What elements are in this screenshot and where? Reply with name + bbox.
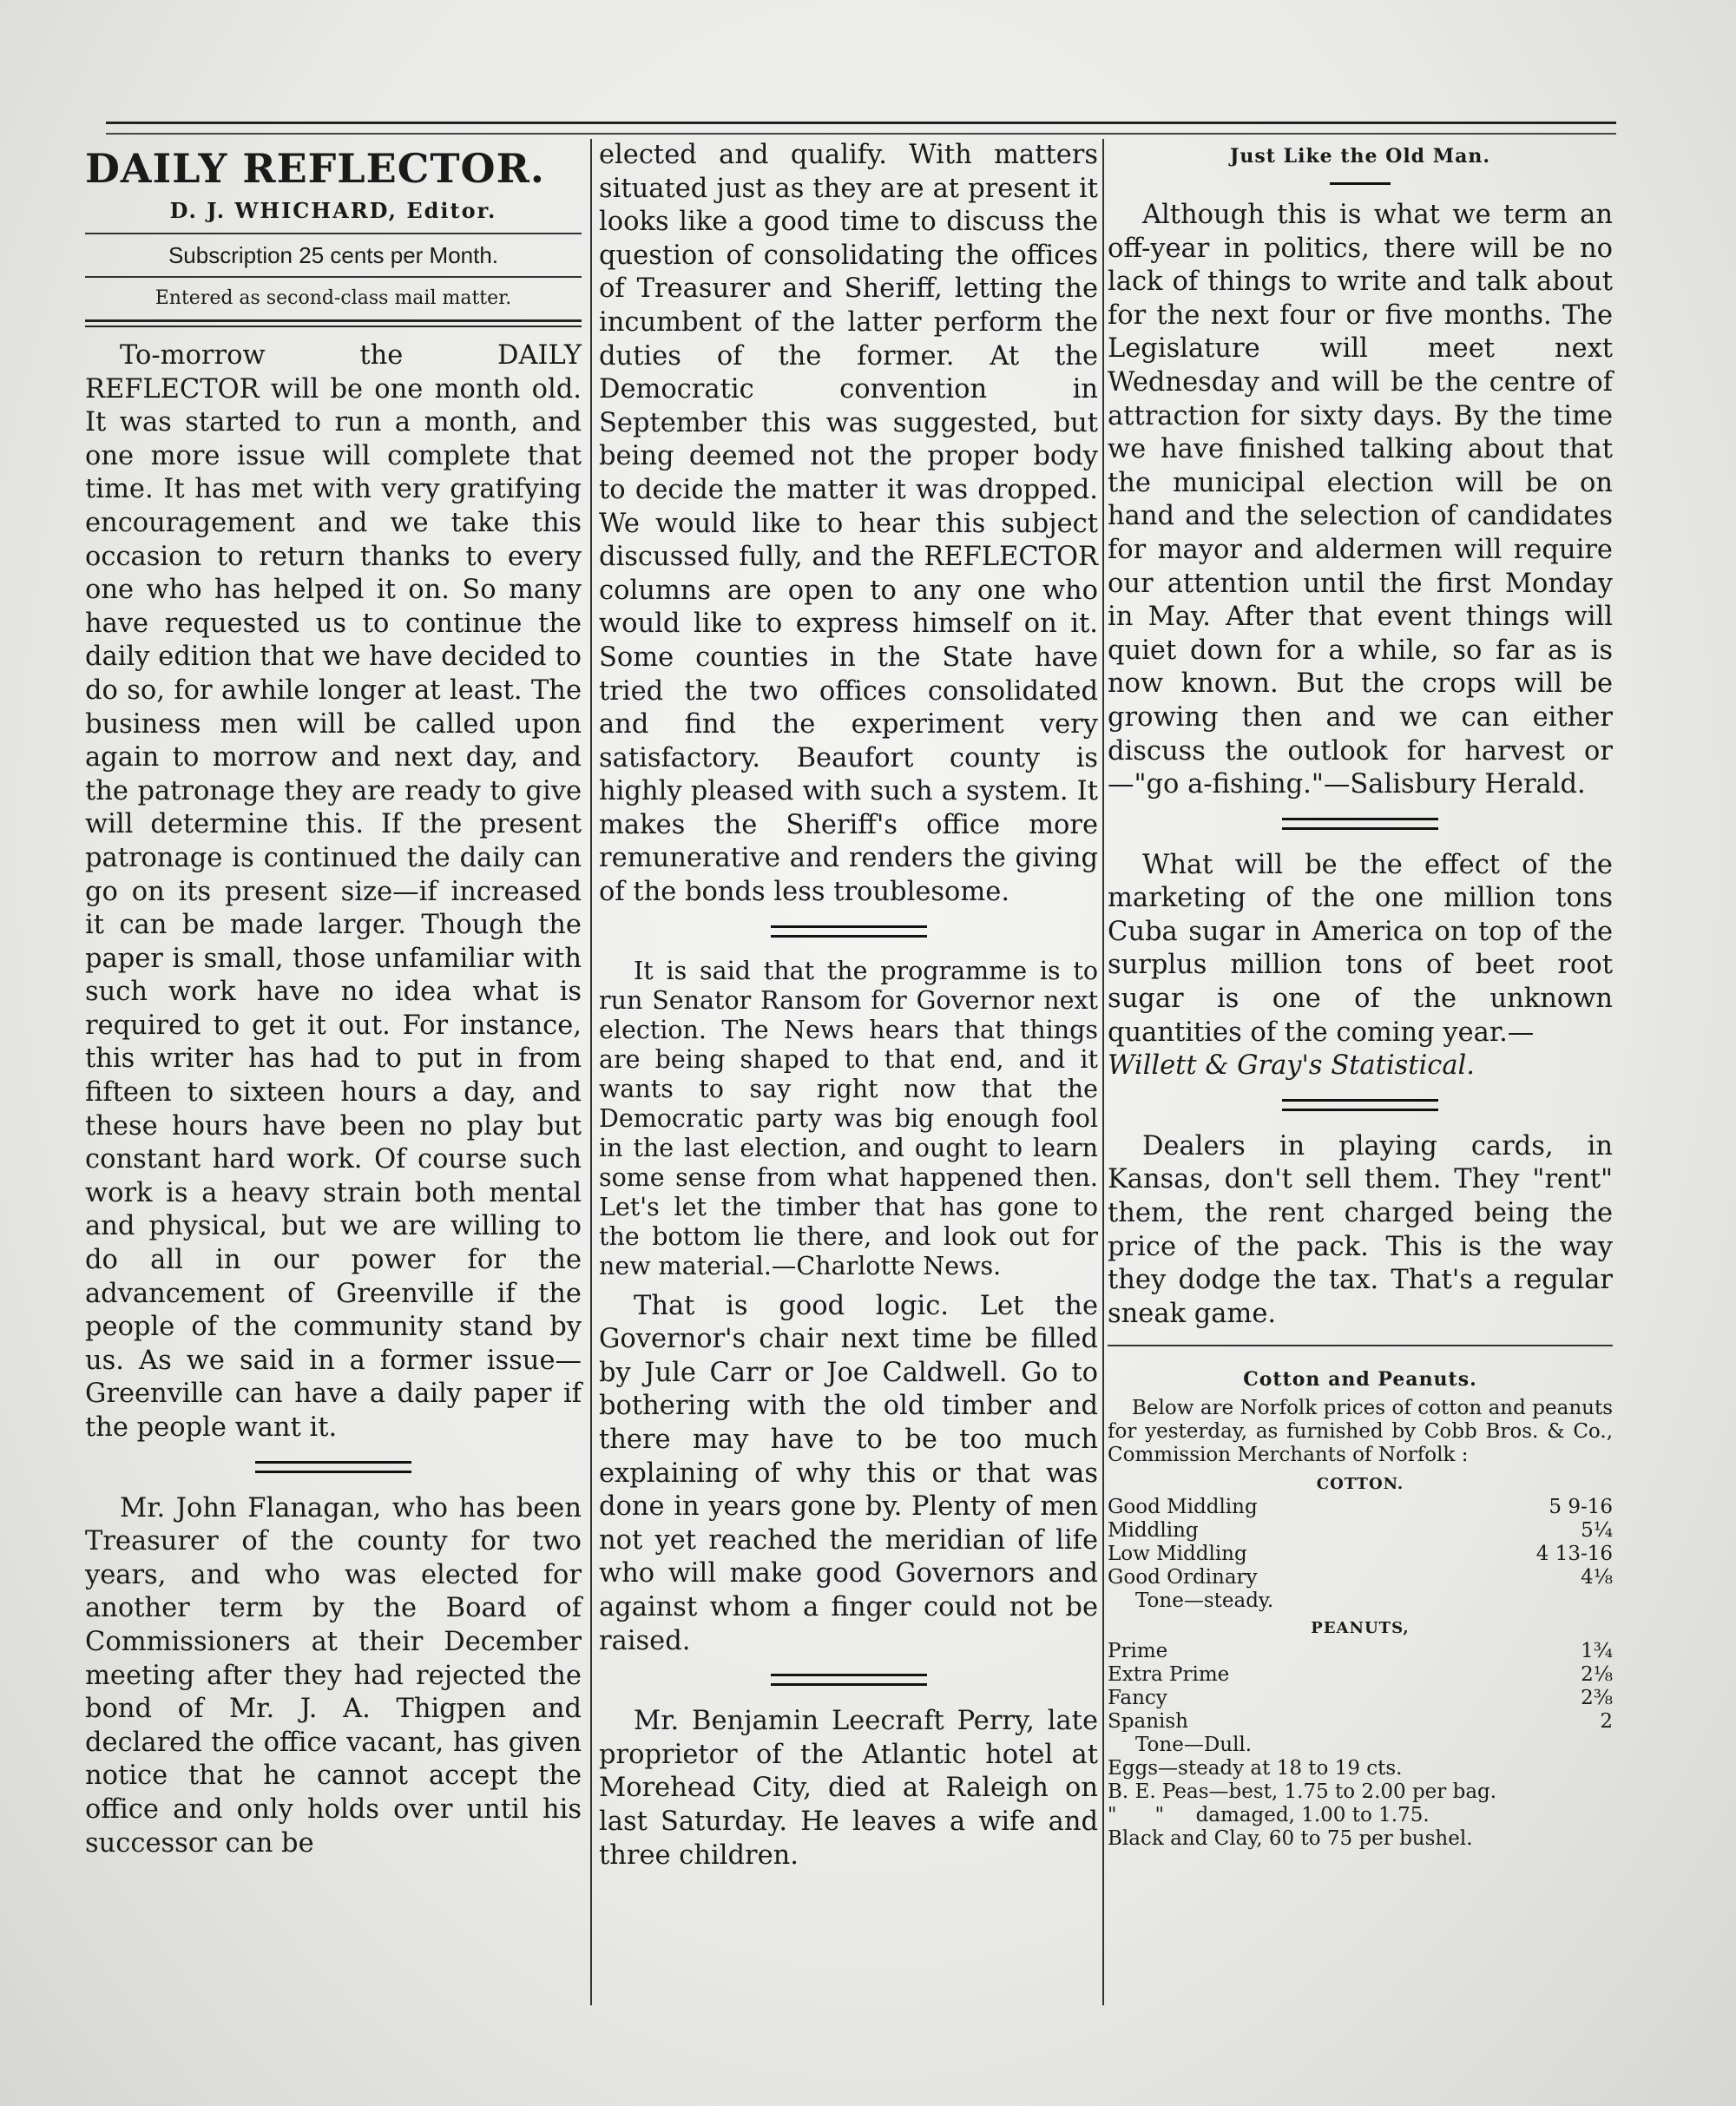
cotton-table xyxy=(1108,1496,1613,1613)
market-lead: Below are Norfolk prices of cotton and peanuts for yesterday, as furnished by Cobb Bros. & Co., Commission Merchants of Norfolk : xyxy=(1108,1397,1613,1467)
divider xyxy=(85,319,582,327)
divider xyxy=(771,1674,927,1686)
market-report xyxy=(1108,1362,1613,1851)
article-perry-obituary: Mr. Benjamin Leecraft Perry, late proprietor of the Atlantic hotel at Morehead City, died at Raleigh on last Saturday. He leaves a wife and three children. xyxy=(599,1706,1098,1871)
column-rule xyxy=(1102,139,1104,2005)
column-1 xyxy=(85,139,582,2002)
article-off-year: Although this is what we term an off-year in politics, there will be no lack of things to write and talk about for the next four or five months. The Legislature will meet next Wednesday and will be the centre of attraction for sixty days. By the time we have finished talking about that the municipal election will be on hand and the selection of candidates for mayor and aldermen will require our attention until the first Monday in May. After that event things will quiet down for a while, so far as is now known. But the crops will be growing then and we can either discuss the outlook for harvest or—"go a-fishing."—Salisbury Herald. xyxy=(1108,200,1613,800)
article-consolidation: elected and qualify. With matters situated just as they are at present it looks like a good time to discuss the question of consolidating the offices of Treasurer and Sheriff, letting the incumbent of the latter perform the duties of the former. At the Democratic convention in September this was suggested, but being deemed not the proper body to decide the matter it was dropped. We would like to hear this subject discussed fully, and the REFLECTOR columns are open to any one who would like to express himself on it. Some counties in the State have tried the two offices consolidated and find the experiment very satisfactory. Beaufort county is highly pleased with such a system. It makes the Sheriff's office more remunerative and renders the giving of the bonds less troublesome. xyxy=(599,140,1098,908)
market-headline: Cotton and Peanuts. xyxy=(1243,1368,1477,1392)
peanuts-tone: Tone—Dull. xyxy=(1135,1734,1253,1757)
divider xyxy=(1282,1099,1438,1111)
peanuts-table xyxy=(1108,1640,1613,1757)
table-row xyxy=(1108,1663,1613,1687)
price-value: 2⅜ xyxy=(1581,1687,1613,1710)
masthead-title: DAILY REFLECTOR. xyxy=(85,145,545,192)
cotton-label: COTTON. xyxy=(1316,1475,1404,1494)
price-value: 2 xyxy=(1600,1710,1613,1734)
price-name: Middling xyxy=(1108,1519,1199,1543)
column-2 xyxy=(599,139,1098,2002)
peas-price: B. E. Peas—best, 1.75 to 2.00 per bag. xyxy=(1108,1780,1497,1804)
eggs-price: Eggs—steady at 18 to 19 cts. xyxy=(1108,1757,1403,1780)
peas-damaged-price: " " damaged, 1.00 to 1.75. xyxy=(1108,1804,1430,1827)
table-row xyxy=(1108,1496,1613,1519)
divider xyxy=(255,1461,411,1473)
price-name: Low Middling xyxy=(1108,1543,1247,1566)
divider xyxy=(1108,1345,1613,1346)
price-value: 2⅛ xyxy=(1581,1663,1613,1687)
divider xyxy=(1282,818,1438,830)
table-row xyxy=(1108,1519,1613,1543)
price-name: Prime xyxy=(1108,1640,1168,1663)
article-cuba-sugar xyxy=(1108,849,1613,1083)
article-cuba-sugar-source: Willett & Gray's Statistical. xyxy=(1108,1050,1475,1082)
price-value: 1¾ xyxy=(1581,1640,1613,1663)
article-daily-anniversary: To-morrow the DAILY REFLECTOR will be one month old. It was started to run a month, and one more issue will complete that time. It has met with very gratifying encouragement and we take this occasion to return thanks to every one who has helped it on. So many have requested us to continue the daily edition that we have decided to do so, for awhile longer at least. The business men will be called upon again to morrow and next day, and the patronage they are ready to give will determine this. If the present patronage is continued the daily can go on its present size—if increased it can be made larger. Though the paper is small, those unfamiliar with such work have no idea what is required to get it out. For instance, this writer has had to put in from fifteen to sixteen hours a day, and these hours have been no play but constant hard work. Of course such work is a heavy strain both mental and physical, but we are willing to do all in our power for the advancement of Greenville if the people of the community stand by us. As we said in a former issue—Greenville can have a daily paper if the people want it. xyxy=(85,340,582,1443)
table-row xyxy=(1108,1640,1613,1663)
subscription-line: Subscription 25 cents per Month. xyxy=(85,233,582,278)
price-value: 4⅛ xyxy=(1581,1566,1613,1589)
price-name: Good Ordinary xyxy=(1108,1566,1258,1589)
price-name: Spanish xyxy=(1108,1710,1188,1734)
price-value: 4 13-16 xyxy=(1535,1543,1613,1566)
price-name: Good Middling xyxy=(1108,1496,1258,1519)
article-good-logic: That is good logic. Let the Governor's chair next time be filled by Jule Carr or Joe Caldwell. Go to bothering with the old timber and there may have to be too much explaining of why this or that was done in years gone by. Plenty of men not yet reached the meridian of life who will make good Governors and against whom a finger could not be raised. xyxy=(599,1290,1098,1656)
headline-old-man: Just Like the Old Man. xyxy=(1230,145,1490,168)
column-3 xyxy=(1108,139,1613,2002)
table-row xyxy=(1108,1566,1613,1589)
price-name: Fancy xyxy=(1108,1687,1167,1710)
top-double-rule xyxy=(106,122,1616,135)
article-cuba-sugar-text: What will be the effect of the marketing of the one million tons Cuba sugar in America on top of the surplus million tons of beet root sugar is one of the unknown quantities of the coming year.— xyxy=(1108,849,1613,1048)
mail-notice: Entered as second-class mail matter. xyxy=(155,287,512,309)
price-name: Extra Prime xyxy=(1108,1663,1230,1687)
divider xyxy=(771,925,927,938)
black-clay-price: Black and Clay, 60 to 75 per bushel. xyxy=(1108,1827,1473,1851)
column-rule xyxy=(590,139,592,2005)
table-row xyxy=(1108,1687,1613,1710)
article-ransom: It is said that the programme is to run Senator Ransom for Governor next election. The News hears that things are being shaped to that end, and it wants to say right now that the Democratic party was big enough fool in the last election, and ought to learn some sense from what happened then. Let's let the timber that has gone to the bottom lie there, and look out for new material.—Charlotte News. xyxy=(599,956,1098,1280)
divider xyxy=(1330,182,1391,185)
table-row xyxy=(1108,1543,1613,1566)
article-playing-cards: Dealers in playing cards, in Kansas, don't sell them. They "rent" them, the rent charged being the price of the pack. This is the way they dodge the tax. That's a regular sneak game. xyxy=(1108,1130,1613,1329)
price-value: 5¼ xyxy=(1581,1519,1613,1543)
article-flanagan: Mr. John Flanagan, who has been Treasurer of the county for two years, and who was elected for another term by the Board of Commissioners at their December meeting after they had rejected the bond of Mr. J. A. Thigpen and declared the office vacant, has given notice that he cannot accept the office and only holds over until his successor can be xyxy=(85,1492,582,1859)
peanuts-label: PEANUTS, xyxy=(1311,1619,1410,1638)
cotton-tone: Tone—steady. xyxy=(1135,1589,1274,1613)
editor-line: D. J. WHICHARD, Editor. xyxy=(169,198,497,223)
price-value: 5 9-16 xyxy=(1549,1496,1613,1519)
table-row xyxy=(1108,1710,1613,1734)
